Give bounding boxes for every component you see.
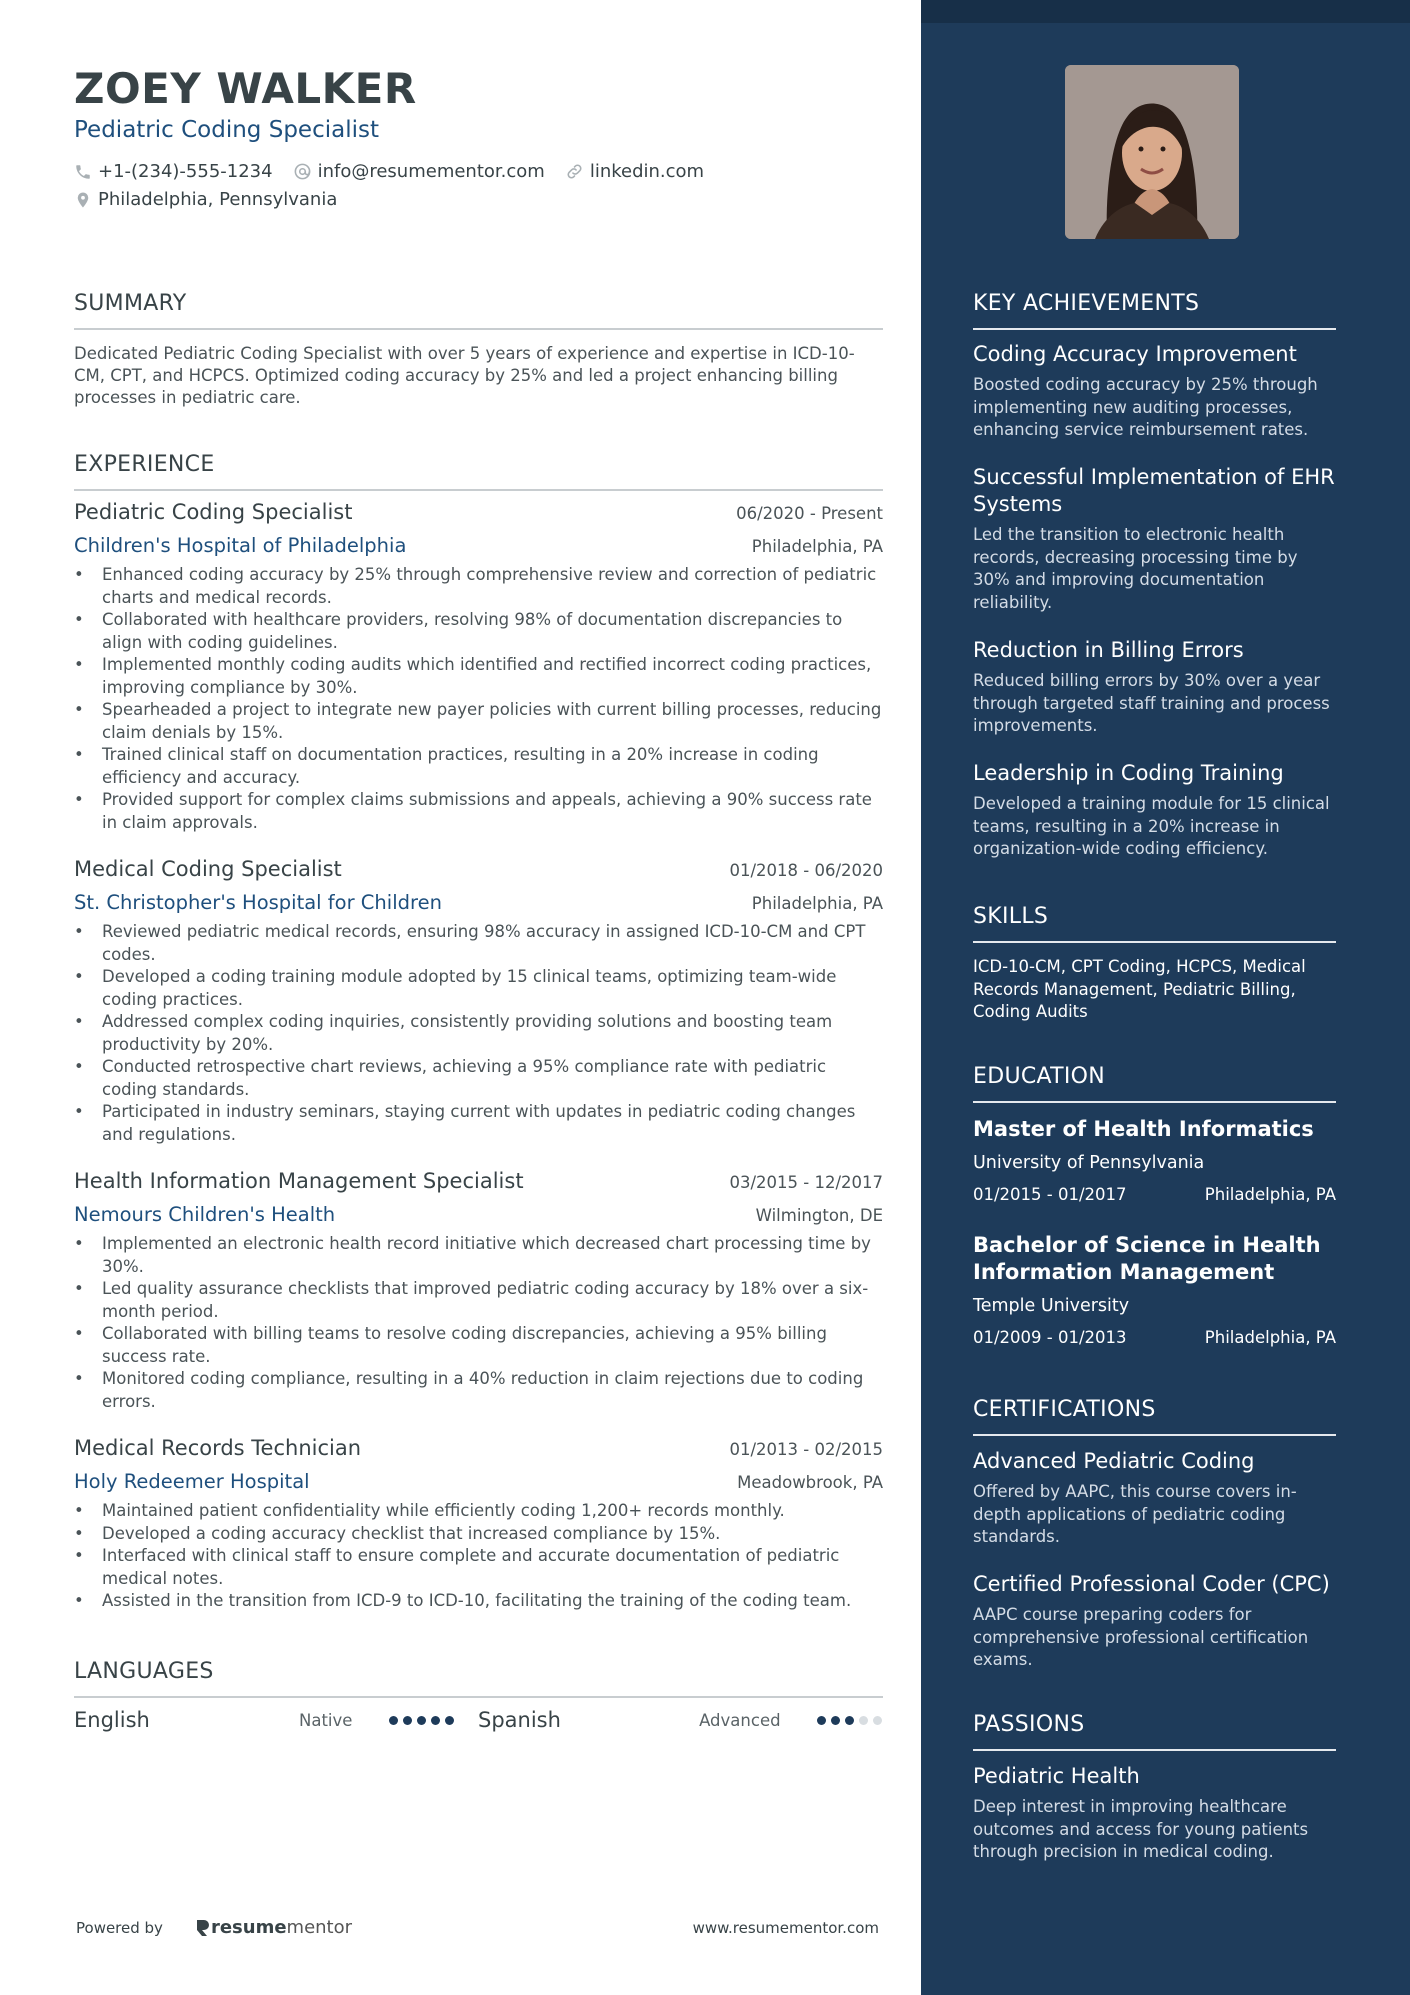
language-level: Advanced: [699, 1710, 781, 1730]
bullet: • Developed a coding accuracy checklist that increased compliance by 15%.: [74, 1523, 883, 1546]
bullet: • Implemented monthly coding audits which identified and rectified incorrect coding practices, improving compliance by 30%.: [74, 654, 883, 699]
at-icon: [293, 162, 312, 181]
achievement-desc: Boosted coding accuracy by 25% through implementing new auditing processes, enhancing service reimbursement rates.: [973, 375, 1318, 439]
brand-light: mentor: [286, 1917, 353, 1938]
achievement-title: Successful Implementation of EHR Systems: [973, 465, 1335, 516]
job-company: St. Christopher's Hospital for Children: [74, 891, 442, 914]
job-role: Medical Records Technician: [74, 1436, 362, 1460]
job-dates: 01/2018 - 06/2020: [729, 861, 883, 880]
job-entry: [74, 1436, 883, 1613]
job-entry: [74, 1169, 883, 1413]
candidate-title: Pediatric Coding Specialist: [74, 117, 379, 143]
skills-heading: SKILLS: [973, 904, 1336, 943]
achievement-item: [973, 760, 1336, 861]
certification-item: [973, 1571, 1336, 1672]
brand-logo[interactable]: [193, 1917, 352, 1938]
language-name: Spanish: [478, 1708, 561, 1732]
passions-heading: PASSIONS: [973, 1712, 1336, 1751]
education-degree: Bachelor of Science in Health Information Management: [973, 1233, 1321, 1284]
bullet: • Reviewed pediatric medical records, ensuring 98% accuracy in assigned ICD-10-CM and CPT codes.: [74, 921, 883, 966]
contact-location: [74, 189, 357, 210]
phone-icon: [74, 163, 92, 181]
candidate-name: ZOEY WALKER: [74, 64, 417, 113]
job-company: Children's Hospital of Philadelphia: [74, 534, 407, 557]
rating-dot-filled: [389, 1716, 398, 1725]
bullet: • Enhanced coding accuracy by 25% through comprehensive review and correction of pediatric charts and medical records.: [74, 564, 883, 609]
sidebar-top-bar: [921, 0, 1410, 23]
passion-desc: Deep interest in improving healthcare outcomes and access for young patients through precision in medical coding.: [973, 1797, 1309, 1861]
language-item: [478, 1708, 882, 1732]
education-degree: Master of Health Informatics: [973, 1117, 1314, 1141]
bullet: • Participated in industry seminars, staying current with updates in pediatric coding changes and regulations.: [74, 1101, 883, 1146]
language-item: [74, 1708, 478, 1732]
bullet: • Interfaced with clinical staff to ensure complete and accurate documentation of pediatric medical notes.: [74, 1545, 883, 1590]
powered-by-label: Powered by: [76, 1918, 163, 1937]
rating-dot-filled: [431, 1716, 440, 1725]
job-location: Philadelphia, PA: [751, 537, 883, 556]
link-icon: [565, 162, 584, 181]
bullet: • Led quality assurance checklists that improved pediatric coding accuracy by 18% over a six-month period.: [74, 1278, 883, 1323]
language-rating: [389, 1716, 454, 1725]
certification-desc: Offered by AAPC, this course covers in-depth applications of pediatric coding standards.: [973, 1482, 1297, 1546]
job-dates: 01/2013 - 02/2015: [729, 1440, 883, 1459]
bullet: • Provided support for complex claims submissions and appeals, achieving a 90% success rate in claim approvals.: [74, 789, 883, 834]
education-dates: 01/2015 - 01/2017: [973, 1185, 1127, 1204]
achievement-title: Leadership in Coding Training: [973, 761, 1284, 785]
education-dates: 01/2009 - 01/2013: [973, 1328, 1127, 1347]
job-location: Philadelphia, PA: [751, 894, 883, 913]
education-school: University of Pennsylvania: [973, 1153, 1205, 1173]
education-heading: EDUCATION: [973, 1064, 1336, 1103]
job-entry: [74, 500, 883, 834]
job-bullets: [74, 1500, 883, 1613]
job-entry: [74, 857, 883, 1146]
rating-dot-filled: [445, 1716, 454, 1725]
contact-email[interactable]: [293, 161, 545, 182]
job-bullets: [74, 564, 883, 834]
footer: [76, 1917, 879, 1938]
bullet: • Maintained patient confidentiality while efficiently coding 1,200+ records monthly.: [74, 1500, 883, 1523]
footer-url[interactable]: www.resumementor.com: [692, 1918, 879, 1937]
sidebar: [921, 0, 1410, 1995]
profile-photo: [1065, 65, 1239, 239]
bullet: • Monitored coding compliance, resulting in a 40% reduction in claim rejections due to coding errors.: [74, 1368, 883, 1413]
rating-dot-filled: [403, 1716, 412, 1725]
bullet: • Collaborated with healthcare providers, resolving 98% of documentation discrepancies to align with coding guidelines.: [74, 609, 883, 654]
achievement-title: Coding Accuracy Improvement: [973, 342, 1297, 366]
job-location: Wilmington, DE: [755, 1206, 883, 1225]
job-dates: 03/2015 - 12/2017: [729, 1173, 883, 1192]
bullet: • Implemented an electronic health record initiative which decreased chart processing time by 30%.: [74, 1233, 883, 1278]
brand-mark-icon: [193, 1918, 211, 1938]
rating-dot-filled: [817, 1716, 826, 1725]
certification-item: [973, 1448, 1336, 1549]
phone-text: +1-(234)-555-1234: [98, 161, 273, 182]
achievement-title: Reduction in Billing Errors: [973, 638, 1244, 662]
job-role: Pediatric Coding Specialist: [74, 500, 353, 524]
contact-phone[interactable]: [74, 161, 273, 182]
rating-dot-empty: [873, 1716, 882, 1725]
passion-item: [973, 1763, 1336, 1864]
achievement-item: [973, 464, 1336, 614]
languages-row: [74, 1708, 883, 1732]
bullet: • Assisted in the transition from ICD-9 to ICD-10, facilitating the training of the coding team.: [74, 1590, 883, 1613]
rating-dot-filled: [417, 1716, 426, 1725]
job-company: Holy Redeemer Hospital: [74, 1470, 310, 1493]
job-company: Nemours Children's Health: [74, 1203, 336, 1226]
achievement-desc: Reduced billing errors by 30% over a year through targeted staff training and process improvements.: [973, 671, 1330, 735]
certification-title: Certified Professional Coder (CPC): [973, 1572, 1330, 1596]
bullet: • Spearheaded a project to integrate new payer policies with current billing processes, reducing claim denials by 15%.: [74, 699, 883, 744]
education-location: Philadelphia, PA: [1204, 1185, 1336, 1204]
job-dates: 06/2020 - Present: [736, 504, 883, 523]
languages-heading: LANGUAGES: [74, 1659, 883, 1698]
contact-linkedin[interactable]: [565, 161, 704, 182]
certification-title: Advanced Pediatric Coding: [973, 1449, 1255, 1473]
experience-heading: EXPERIENCE: [74, 452, 883, 491]
bullet: • Addressed complex coding inquiries, consistently providing solutions and boosting team productivity by 20%.: [74, 1011, 883, 1056]
location-text: Philadelphia, Pennsylvania: [98, 189, 338, 210]
achievements-heading: KEY ACHIEVEMENTS: [973, 291, 1336, 330]
achievement-item: [973, 637, 1336, 738]
language-name: English: [74, 1708, 150, 1732]
email-text: info@resumementor.com: [317, 161, 545, 182]
job-role: Medical Coding Specialist: [74, 857, 342, 881]
rating-dot-empty: [859, 1716, 868, 1725]
certification-desc: AAPC course preparing coders for comprehensive professional certification exams.: [973, 1605, 1309, 1669]
summary-text: Dedicated Pediatric Coding Specialist with over 5 years of experience and expertise in ICD-10-CM, CPT, and HCPCS. Optimized coding accuracy by 25% and led a project enhancing billing processes in pediatric care.: [74, 344, 855, 407]
location-pin-icon: [74, 190, 92, 210]
bullet: • Conducted retrospective chart reviews, achieving a 95% compliance rate with pediatric coding standards.: [74, 1056, 883, 1101]
linkedin-text: linkedin.com: [589, 161, 705, 182]
achievement-desc: Developed a training module for 15 clinical teams, resulting in a 20% increase in organization-wide coding efficiency.: [973, 794, 1330, 858]
rating-dot-filled: [831, 1716, 840, 1725]
education-item: [973, 1232, 1336, 1347]
job-location: Meadowbrook, PA: [737, 1473, 883, 1492]
bullet: • Collaborated with billing teams to resolve coding discrepancies, achieving a 95% billing success rate.: [74, 1323, 883, 1368]
achievement-item: [973, 341, 1336, 442]
skills-text: ICD-10-CM, CPT Coding, HCPCS, Medical Records Management, Pediatric Billing, Coding Audits: [973, 957, 1306, 1021]
passion-title: Pediatric Health: [973, 1764, 1140, 1788]
brand-bold: resume: [210, 1917, 287, 1938]
achievement-desc: Led the transition to electronic health records, decreasing processing time by 30% and improving documentation reliability.: [973, 525, 1298, 612]
bullet: • Developed a coding training module adopted by 15 clinical teams, optimizing team-wide coding practices.: [74, 966, 883, 1011]
job-role: Health Information Management Specialist: [74, 1169, 524, 1193]
rating-dot-filled: [845, 1716, 854, 1725]
language-rating: [817, 1716, 882, 1725]
job-bullets: [74, 1233, 883, 1413]
summary-heading: SUMMARY: [74, 291, 883, 330]
job-bullets: [74, 921, 883, 1146]
education-location: Philadelphia, PA: [1204, 1328, 1336, 1347]
education-school: Temple University: [973, 1296, 1130, 1316]
bullet: • Trained clinical staff on documentation practices, resulting in a 20% increase in coding efficiency and accuracy.: [74, 744, 883, 789]
contact-row: [74, 161, 724, 182]
language-level: Native: [299, 1710, 353, 1730]
certifications-heading: CERTIFICATIONS: [973, 1397, 1336, 1436]
education-item: [973, 1116, 1336, 1204]
